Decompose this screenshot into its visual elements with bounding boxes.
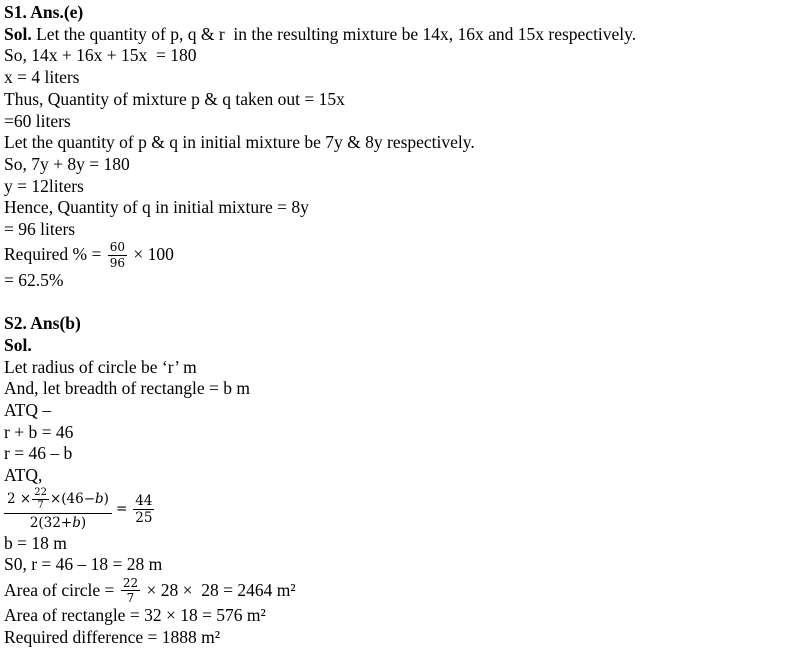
fraction-denominator: 25 [135,510,153,527]
s1-line-7: y = 12liters [4,175,84,196]
s2-line-1: Let radius of circle be ‘r’ m [4,356,197,377]
s2-main-equation [4,487,782,533]
s1-sol-line [4,24,782,46]
fraction-numerator: 22 [34,487,47,499]
s2-sol-label: Sol. [4,334,32,355]
fraction-numerator: 22 [122,575,139,590]
equation-denominator [27,514,89,532]
fraction-numerator: 60 [109,240,125,255]
denominator-close: ) [80,515,87,532]
s1-heading: S1. Ans.(e) [4,2,84,22]
fraction-numerator: 44 [135,493,153,510]
s2-line-4: r + b = 46 [4,421,74,442]
s2-line-7: b = 18 m [4,532,67,553]
s1-line-2: x = 4 liters [4,67,80,88]
s2-line-5: r = 46 – b [4,443,73,464]
s1-line-1: So, 14x + 16x + 15x = 180 [4,45,197,66]
fraction-60-96 [108,240,127,270]
equation-left-fraction [4,487,112,532]
numerator-pre: 2 × [7,491,32,508]
s2-line-10: Required difference = 1888 m² [4,626,220,647]
s1-result-line: = 62.5% [4,269,64,290]
s1-line-4: =60 liters [4,110,71,131]
fraction-44-25 [133,493,154,526]
fraction-22-7 [121,576,140,606]
section-spacer [4,291,782,313]
numerator-mid: ×(46− [49,491,96,508]
area-circle-post-text: × 28 × 28 = 2464 m² [142,579,296,600]
denominator-pre: 2(32+ [29,515,73,532]
numerator-close: ) [103,491,109,508]
required-pre-text: Required % = [4,244,106,265]
s2-area-circle-line [4,576,782,605]
s1-line-9: = 96 liters [4,219,76,240]
s2-line-8: S0, r = 46 – 18 = 28 m [4,554,163,575]
fraction-denominator: 96 [109,255,125,270]
equals-sign: = [115,500,128,517]
s1-line-8: Hence, Quantity of q in initial mixture = 8y [4,197,309,218]
equation-numerator [4,487,112,514]
s1-sol-label: Sol. [4,23,32,44]
s2-line-9: Area of rectangle = 32 × 18 = 576 m² [4,605,266,626]
s1-line-5: Let the quantity of p & q in initial mixture be 7y & 8y respectively. [4,132,475,153]
s2-heading: S2. Ans(b) [4,313,81,334]
s2-line-3: ATQ – [4,399,52,420]
fraction-22-7-nested [32,487,49,512]
s2-line-6: ATQ, [4,465,43,486]
variable-b: b [95,491,104,508]
area-circle-pre-text: Area of circle = [4,579,119,600]
s1-line-6: So, 7y + 8y = 180 [4,153,130,174]
fraction-denominator: 7 [37,500,44,512]
s1-required-percent-line [4,241,782,270]
s1-line-3: Thus, Quantity of mixture p & q taken out = 15x [4,88,345,109]
required-post-text: × 100 [129,244,174,265]
s2-line-2: And, let breadth of rectangle = b m [4,378,251,399]
s1-sol-text: Let the quantity of p, q & r in the resulting mixture be 14x, 16x and 15x respectively. [31,23,637,44]
fraction-denominator: 7 [126,591,135,606]
variable-b: b [72,515,81,532]
